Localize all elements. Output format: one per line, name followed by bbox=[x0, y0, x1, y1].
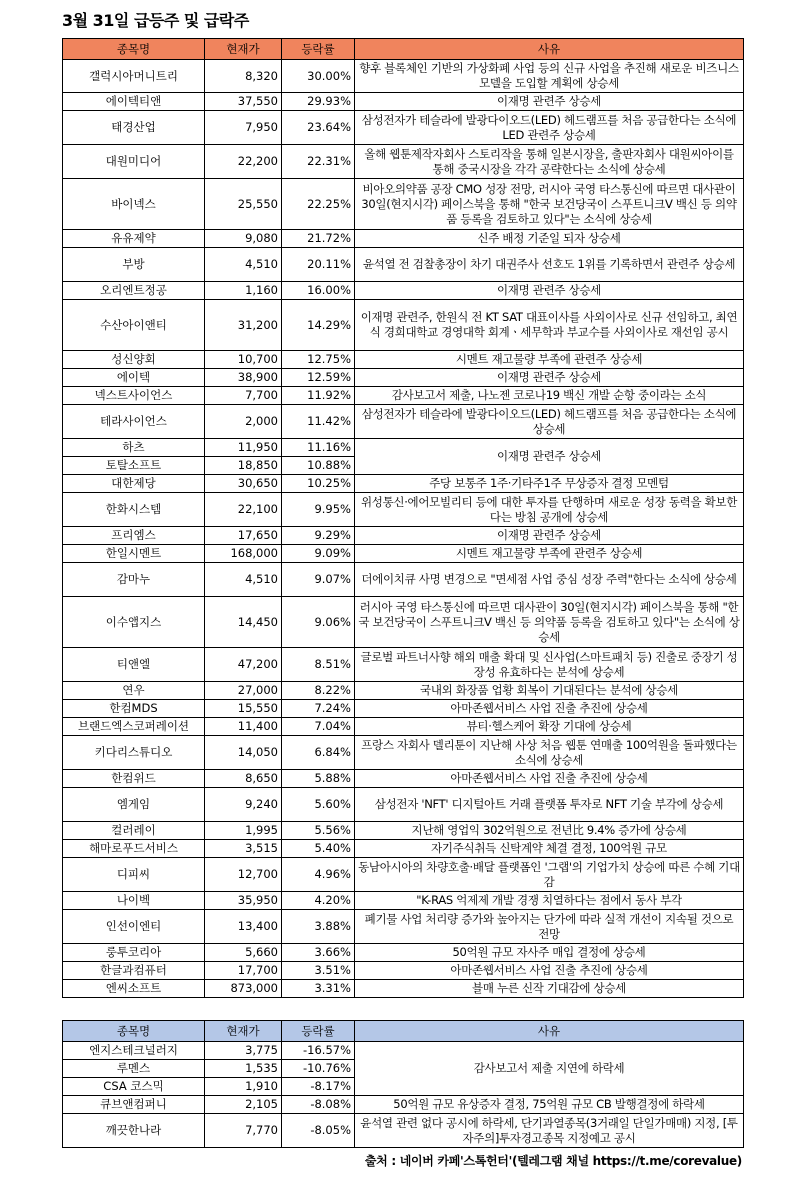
stock-name: 키다리스튜디오 bbox=[63, 736, 205, 770]
stock-price: 168,000 bbox=[205, 545, 282, 563]
stock-name: 한글과컴퓨터 bbox=[63, 962, 205, 980]
stock-change-rate: -8.17% bbox=[282, 1078, 355, 1096]
table-row bbox=[63, 563, 744, 597]
stock-name: 바이넥스 bbox=[63, 179, 205, 230]
stock-price: 5,660 bbox=[205, 944, 282, 962]
source-credit: 출처 : 네이버 카페'스톡헌터'(텔레그램 채널 https://t.me/corevalue) bbox=[364, 1154, 742, 1168]
stock-change-rate: 4.20% bbox=[282, 892, 355, 910]
table-row bbox=[63, 1042, 744, 1060]
stock-price: 15,550 bbox=[205, 700, 282, 718]
header-rate: 등락률 bbox=[282, 1021, 355, 1042]
table-row bbox=[63, 493, 744, 527]
gainers-table bbox=[62, 38, 744, 998]
stock-reason: 폐기물 사업 처리량 증가와 높아지는 단가에 따라 실적 개선이 지속될 것으로 전망 bbox=[355, 910, 744, 944]
stock-price: 3,775 bbox=[205, 1042, 282, 1060]
stock-reason: 국내외 화장품 업황 회복이 기대된다는 분석에 상승세 bbox=[355, 682, 744, 700]
stock-price: 11,400 bbox=[205, 718, 282, 736]
stock-change-rate: 21.72% bbox=[282, 230, 355, 248]
stock-name: 큐브앤컴퍼니 bbox=[63, 1096, 205, 1114]
stock-name: 태경산업 bbox=[63, 111, 205, 145]
stock-name: 티앤엘 bbox=[63, 648, 205, 682]
stock-price: 31,200 bbox=[205, 300, 282, 351]
table-row bbox=[63, 788, 744, 822]
stock-name: 컬러레이 bbox=[63, 822, 205, 840]
stock-reason: 비아오의약품 공장 CMO 성장 전망, 러시아 국영 타스통신에 따르면 대사관이 30일(현지시각) 페이스북을 통해 "한국 보건당국이 스푸트니크V 백신 등 의약품 등록을 검토하고 있다"는 소식에 상승세 bbox=[355, 179, 744, 230]
stock-change-rate: 7.24% bbox=[282, 700, 355, 718]
table-row bbox=[63, 597, 744, 648]
stock-change-rate: 11.92% bbox=[282, 387, 355, 405]
stock-reason: 더에이치큐 사명 변경으로 "면세점 사업 중심 성장 주력"한다는 소식에 상승세 bbox=[355, 563, 744, 597]
stock-change-rate: 5.88% bbox=[282, 770, 355, 788]
stock-change-rate: 5.40% bbox=[282, 840, 355, 858]
table-row bbox=[63, 369, 744, 387]
stock-price: 27,000 bbox=[205, 682, 282, 700]
stock-name: 연우 bbox=[63, 682, 205, 700]
losers-body bbox=[63, 1042, 744, 1148]
table-row bbox=[63, 248, 744, 282]
stock-price: 9,240 bbox=[205, 788, 282, 822]
stock-name: 에이텍티앤 bbox=[63, 93, 205, 111]
stock-name: 엔씨소프트 bbox=[63, 980, 205, 998]
table-row bbox=[63, 439, 744, 457]
stock-reason: 이재명 관련주 상승세 bbox=[355, 93, 744, 111]
stock-reason: 동남아시아의 차량호출·배달 플랫폼인 '그랩'의 기업가치 상승에 따른 수혜 기대감 bbox=[355, 858, 744, 892]
table-row bbox=[63, 475, 744, 493]
stock-change-rate: -16.57% bbox=[282, 1042, 355, 1060]
stock-name: 넥스트사이언스 bbox=[63, 387, 205, 405]
header-price: 현재가 bbox=[205, 39, 282, 60]
stock-change-rate: 5.60% bbox=[282, 788, 355, 822]
table-row bbox=[63, 840, 744, 858]
table-row bbox=[63, 944, 744, 962]
stock-name: 수산아이앤티 bbox=[63, 300, 205, 351]
stock-change-rate: 22.31% bbox=[282, 145, 355, 179]
stock-price: 22,100 bbox=[205, 493, 282, 527]
table-row bbox=[63, 300, 744, 351]
stock-name: 토탈소프트 bbox=[63, 457, 205, 475]
stock-name: 대한제당 bbox=[63, 475, 205, 493]
stock-reason: 프랑스 자회사 델리툰이 지난해 사상 처음 웹툰 연매출 100억원을 돌파했다는 소식에 상승세 bbox=[355, 736, 744, 770]
stock-reason: 주당 보통주 1주·기타주1주 무상증자 결정 모멘텀 bbox=[355, 475, 744, 493]
stock-price: 4,510 bbox=[205, 248, 282, 282]
stock-reason: 윤석열 전 검찰총장이 차기 대권주사 선호도 1위를 기록하면서 관련주 상승세 bbox=[355, 248, 744, 282]
table-row bbox=[63, 718, 744, 736]
table-row bbox=[63, 93, 744, 111]
stock-price: 873,000 bbox=[205, 980, 282, 998]
stock-name: 한컴MDS bbox=[63, 700, 205, 718]
header-reason: 사유 bbox=[355, 1021, 744, 1042]
stock-price: 30,650 bbox=[205, 475, 282, 493]
stock-reason: 블매 누른 신작 기대감에 상승세 bbox=[355, 980, 744, 998]
stock-name: 나이벡 bbox=[63, 892, 205, 910]
stock-change-rate: 10.88% bbox=[282, 457, 355, 475]
stock-change-rate: 10.25% bbox=[282, 475, 355, 493]
stock-price: 1,535 bbox=[205, 1060, 282, 1078]
page-title: 3월 31일 급등주 및 급락주 bbox=[62, 11, 249, 30]
stock-reason: "K-RAS 억제제 개발 경쟁 치열하다는 점에서 동사 부각 bbox=[355, 892, 744, 910]
stock-reason: 삼성전자가 테슬라에 발광다이오드(LED) 헤드램프를 처음 공급한다는 소식에 LED 관련주 상승세 bbox=[355, 111, 744, 145]
stock-change-rate: 11.16% bbox=[282, 439, 355, 457]
stock-change-rate: 9.09% bbox=[282, 545, 355, 563]
stock-name: CSA 코스믹 bbox=[63, 1078, 205, 1096]
stock-price: 22,200 bbox=[205, 145, 282, 179]
stock-name: 성신양회 bbox=[63, 351, 205, 369]
gainers-body bbox=[63, 60, 744, 998]
stock-price: 10,700 bbox=[205, 351, 282, 369]
stock-price: 17,650 bbox=[205, 527, 282, 545]
stock-change-rate: 30.00% bbox=[282, 60, 355, 93]
stock-reason: 50억원 규모 유상증자 결정, 75억원 규모 CB 발행결정에 하락세 bbox=[355, 1096, 744, 1114]
stock-name: 하츠 bbox=[63, 439, 205, 457]
stock-reason: 50억원 규모 자사주 매입 결정에 상승세 bbox=[355, 944, 744, 962]
table-row bbox=[63, 1096, 744, 1114]
table-row bbox=[63, 179, 744, 230]
stock-change-rate: 4.96% bbox=[282, 858, 355, 892]
table-row bbox=[63, 111, 744, 145]
stock-reason: 자기주식취득 신탁계약 체결 결정, 100억원 규모 bbox=[355, 840, 744, 858]
table-row bbox=[63, 980, 744, 998]
stock-name: 테라사이언스 bbox=[63, 405, 205, 439]
stock-name: 엔지스테크널러지 bbox=[63, 1042, 205, 1060]
stock-price: 1,995 bbox=[205, 822, 282, 840]
stock-price: 11,950 bbox=[205, 439, 282, 457]
stock-reason: 이재명 관련주, 한원식 전 KT SAT 대표이사를 사외이사로 신규 선임하고, 최연식 경희대학교 경영대학 회계ㆍ세무학과 부교수를 사외이사로 재선임 공시 bbox=[355, 300, 744, 351]
stock-price: 2,105 bbox=[205, 1096, 282, 1114]
table-row bbox=[63, 230, 744, 248]
stock-reason: 신주 배정 기준일 되자 상승세 bbox=[355, 230, 744, 248]
stock-reason: 아마존웹서비스 사업 진출 추진에 상승세 bbox=[355, 770, 744, 788]
stock-reason: 러시아 국영 타스통신에 따르면 대사관이 30일(현지시각) 페이스북을 통해 "한국 보건당국이 스푸트니크V 백신 등 의약품 등록을 검토하고 있다"는 소식에 상승세 bbox=[355, 597, 744, 648]
stock-reason: 이재명 관련주 상승세 bbox=[355, 369, 744, 387]
stock-price: 8,320 bbox=[205, 60, 282, 93]
stock-price: 9,080 bbox=[205, 230, 282, 248]
table-row bbox=[63, 545, 744, 563]
table-row bbox=[63, 527, 744, 545]
stock-change-rate: 3.66% bbox=[282, 944, 355, 962]
stock-name: 프리엠스 bbox=[63, 527, 205, 545]
stock-name: 브랜드엑스코퍼레이션 bbox=[63, 718, 205, 736]
stock-change-rate: 11.42% bbox=[282, 405, 355, 439]
stock-name: 한화시스템 bbox=[63, 493, 205, 527]
stock-name: 갤럭시아머니트리 bbox=[63, 60, 205, 93]
table-row bbox=[63, 736, 744, 770]
stock-reason: 이재명 관련주 상승세 bbox=[355, 282, 744, 300]
stock-price: 4,510 bbox=[205, 563, 282, 597]
table-row bbox=[63, 858, 744, 892]
stock-name: 이수앱지스 bbox=[63, 597, 205, 648]
table-row bbox=[63, 405, 744, 439]
stock-reason: 향후 블록체인 기반의 가상화폐 사업 등의 신규 사업을 추진해 새로운 비즈니스 모델을 도입할 계획에 상승세 bbox=[355, 60, 744, 93]
stock-change-rate: 6.84% bbox=[282, 736, 355, 770]
stock-change-rate: 9.29% bbox=[282, 527, 355, 545]
stock-price: 37,550 bbox=[205, 93, 282, 111]
stock-reason: 삼성전자 'NFT' 디지털아트 거래 플랫폼 투자로 NFT 기술 부각에 상승세 bbox=[355, 788, 744, 822]
stock-name: 에이텍 bbox=[63, 369, 205, 387]
stock-change-rate: 23.64% bbox=[282, 111, 355, 145]
stock-price: 25,550 bbox=[205, 179, 282, 230]
stock-price: 2,000 bbox=[205, 405, 282, 439]
stock-reason: 감사보고서 제출, 나노젠 코로나19 백신 개발 순항 중이라는 소식 bbox=[355, 387, 744, 405]
table-row bbox=[63, 60, 744, 93]
table-row bbox=[63, 962, 744, 980]
stock-price: 7,770 bbox=[205, 1114, 282, 1148]
stock-change-rate: 12.75% bbox=[282, 351, 355, 369]
stock-price: 7,950 bbox=[205, 111, 282, 145]
header-price: 현재가 bbox=[205, 1021, 282, 1042]
stock-name: 디피씨 bbox=[63, 858, 205, 892]
stock-name: 루멘스 bbox=[63, 1060, 205, 1078]
stock-change-rate: 3.31% bbox=[282, 980, 355, 998]
stock-reason: 올해 웹툰제작자회사 스토리작을 통해 일본시장을, 출판자회사 대원씨아이를 통해 중국시장을 각각 공략한다는 소식에 상승세 bbox=[355, 145, 744, 179]
stock-change-rate: 16.00% bbox=[282, 282, 355, 300]
stock-reason: 삼성전자가 테슬라에 발광다이오드(LED) 헤드램프를 처음 공급한다는 소식에 상승세 bbox=[355, 405, 744, 439]
stock-change-rate: -10.76% bbox=[282, 1060, 355, 1078]
stock-reason: 아마존웹서비스 사업 진출 추진에 상승세 bbox=[355, 962, 744, 980]
stock-price: 47,200 bbox=[205, 648, 282, 682]
stock-change-rate: 29.93% bbox=[282, 93, 355, 111]
stock-reason: 감사보고서 제출 지연에 하락세 bbox=[355, 1042, 744, 1096]
table-row bbox=[63, 822, 744, 840]
stock-price: 14,050 bbox=[205, 736, 282, 770]
stock-price: 17,700 bbox=[205, 962, 282, 980]
stock-reason: 뷰티·헬스케어 확장 기대에 상승세 bbox=[355, 718, 744, 736]
stock-name: 인선이엔티 bbox=[63, 910, 205, 944]
losers-header-row bbox=[63, 1021, 744, 1042]
stock-change-rate: -8.08% bbox=[282, 1096, 355, 1114]
stock-name: 한컴위드 bbox=[63, 770, 205, 788]
stock-price: 13,400 bbox=[205, 910, 282, 944]
table-row bbox=[63, 387, 744, 405]
stock-name: 깨끗한나라 bbox=[63, 1114, 205, 1148]
stock-price: 8,650 bbox=[205, 770, 282, 788]
stock-reason: 지난해 영업익 302억원으로 전년比 9.4% 증가에 상승세 bbox=[355, 822, 744, 840]
stock-change-rate: 20.11% bbox=[282, 248, 355, 282]
table-row bbox=[63, 282, 744, 300]
stock-change-rate: 9.95% bbox=[282, 493, 355, 527]
header-name: 종목명 bbox=[63, 1021, 205, 1042]
header-reason: 사유 bbox=[355, 39, 744, 60]
stock-name: 엠게임 bbox=[63, 788, 205, 822]
stock-change-rate: 3.88% bbox=[282, 910, 355, 944]
header-rate: 등락률 bbox=[282, 39, 355, 60]
stock-name: 대원미디어 bbox=[63, 145, 205, 179]
table-row bbox=[63, 700, 744, 718]
table-row bbox=[63, 145, 744, 179]
stock-price: 1,160 bbox=[205, 282, 282, 300]
stock-reason: 시멘트 재고물량 부족에 관련주 상승세 bbox=[355, 545, 744, 563]
stock-reason: 아마존웹서비스 사업 진출 추진에 상승세 bbox=[355, 700, 744, 718]
stock-price: 18,850 bbox=[205, 457, 282, 475]
header-name: 종목명 bbox=[63, 39, 205, 60]
table-row bbox=[63, 351, 744, 369]
table-row bbox=[63, 682, 744, 700]
stock-name: 한일시멘트 bbox=[63, 545, 205, 563]
stock-change-rate: 14.29% bbox=[282, 300, 355, 351]
stock-price: 3,515 bbox=[205, 840, 282, 858]
stock-change-rate: 7.04% bbox=[282, 718, 355, 736]
stock-price: 38,900 bbox=[205, 369, 282, 387]
stock-change-rate: 12.59% bbox=[282, 369, 355, 387]
stock-change-rate: 9.06% bbox=[282, 597, 355, 648]
stock-name: 감마누 bbox=[63, 563, 205, 597]
stock-name: 해마로푸드서비스 bbox=[63, 840, 205, 858]
stock-reason: 글로벌 파트너사향 해외 매출 확대 및 신사업(스마트패치 등) 진출로 중장기 성장성 유효하다는 분석에 상승세 bbox=[355, 648, 744, 682]
stock-price: 14,450 bbox=[205, 597, 282, 648]
stock-change-rate: 3.51% bbox=[282, 962, 355, 980]
table-row bbox=[63, 648, 744, 682]
stock-price: 12,700 bbox=[205, 858, 282, 892]
stock-name: 오리엔트정공 bbox=[63, 282, 205, 300]
stock-reason: 윤석열 관련 없다 공시에 하락세, 단기과열종목(3거래일 단일가매매) 지정, [투자주의]투자경고종목 지정예고 공시 bbox=[355, 1114, 744, 1148]
losers-table bbox=[62, 1020, 744, 1148]
table-row bbox=[63, 910, 744, 944]
stock-change-rate: 22.25% bbox=[282, 179, 355, 230]
stock-price: 35,950 bbox=[205, 892, 282, 910]
stock-name: 부방 bbox=[63, 248, 205, 282]
table-row bbox=[63, 892, 744, 910]
stock-reason: 이재명 관련주 상승세 bbox=[355, 439, 744, 475]
stock-price: 1,910 bbox=[205, 1078, 282, 1096]
stock-reason: 시멘트 재고물량 부족에 관련주 상승세 bbox=[355, 351, 744, 369]
stock-reason: 이재명 관련주 상승세 bbox=[355, 527, 744, 545]
stock-reason: 위성통신·에어모빌리티 등에 대한 투자를 단행하며 새로운 성장 동력을 확보한다는 방침 공개에 상승세 bbox=[355, 493, 744, 527]
stock-name: 유유제약 bbox=[63, 230, 205, 248]
stock-name: 룽투코리아 bbox=[63, 944, 205, 962]
gainers-header-row bbox=[63, 39, 744, 60]
stock-change-rate: 9.07% bbox=[282, 563, 355, 597]
table-row bbox=[63, 770, 744, 788]
stock-change-rate: 5.56% bbox=[282, 822, 355, 840]
stock-change-rate: 8.22% bbox=[282, 682, 355, 700]
table-row bbox=[63, 1114, 744, 1148]
stock-change-rate: -8.05% bbox=[282, 1114, 355, 1148]
stock-price: 7,700 bbox=[205, 387, 282, 405]
stock-change-rate: 8.51% bbox=[282, 648, 355, 682]
